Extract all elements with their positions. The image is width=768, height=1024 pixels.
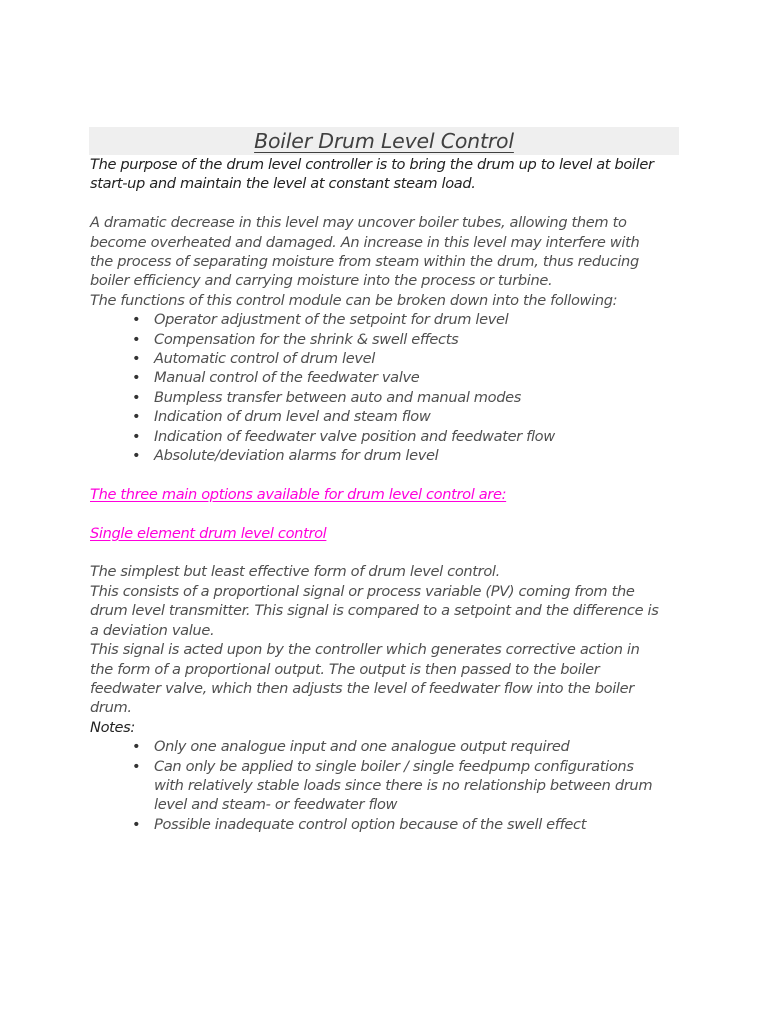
body-line: the process of separating moisture from steam within the drum, thus reducing	[90, 253, 639, 271]
list-item-text: level and steam- or feedwater flow	[154, 796, 398, 814]
list-item	[90, 368, 682, 387]
bullet-icon: •	[132, 408, 141, 426]
bullet-icon: •	[132, 757, 141, 775]
body-line: This signal is acted upon by the controller which generates corrective action in	[90, 641, 640, 659]
body-line: a deviation value.	[90, 621, 215, 639]
bullet-icon: •	[132, 330, 141, 348]
bullet-icon: •	[132, 350, 141, 368]
bullet-icon: •	[132, 388, 141, 406]
list-item	[90, 407, 682, 426]
bullet-icon: •	[132, 815, 141, 833]
document-title: Boiler Drum Level Control	[254, 129, 514, 153]
list-item-continuation	[90, 776, 682, 795]
bullet-icon: •	[132, 311, 141, 329]
notes-label: Notes:	[90, 718, 135, 736]
list-item-text: Indication of drum level and steam flow	[154, 408, 431, 426]
list-item	[90, 737, 682, 756]
bullet-icon: •	[132, 447, 141, 465]
body-line: A dramatic decrease in this level may uncover boiler tubes, allowing them to	[90, 214, 627, 232]
body-line: The simplest but least effective form of drum level control.	[90, 563, 500, 581]
list-item-text: Absolute/deviation alarms for drum level	[154, 447, 439, 465]
intro-line: start-up and maintain the level at constant steam load.	[90, 175, 476, 193]
options-heading: The three main options available for drum level control are:	[90, 485, 507, 503]
list-item	[90, 310, 682, 329]
intro-line: The purpose of the drum level controller is to bring the drum up to level at boiler	[90, 156, 654, 173]
body-line: drum level transmitter. This signal is compared to a setpoint and the difference is	[90, 602, 659, 620]
body-line: The functions of this control module can be broken down into the following:	[90, 291, 618, 309]
body-line: feedwater valve, which then adjusts the level of feedwater flow into the boiler	[90, 679, 634, 697]
list-item	[90, 427, 682, 446]
bullet-icon: •	[132, 738, 141, 756]
list-item-text: Can only be applied to single boiler / single feedpump configurations	[154, 757, 634, 775]
list-item-text: Possible inadequate control option because of the swell effect	[154, 815, 587, 833]
list-item-continuation	[90, 795, 682, 814]
bullet-icon: •	[132, 369, 141, 387]
notes-list	[90, 737, 682, 834]
list-item	[90, 757, 682, 776]
body-line: become overheated and damaged. An increase in this level may interfere with	[90, 233, 640, 251]
list-item-text: Indication of feedwater valve position and feedwater flow	[154, 427, 555, 445]
list-item	[90, 349, 682, 368]
bullet-icon: •	[132, 427, 141, 445]
body-line: This consists of a proportional signal or process variable (PV) coming from the	[90, 582, 635, 600]
list-item	[90, 388, 682, 407]
body-line: drum.	[90, 699, 132, 717]
functions-list	[90, 310, 682, 465]
body-line: boiler efficiency and carrying moisture into the process or turbine.	[90, 272, 553, 290]
list-item	[90, 330, 682, 349]
list-item	[90, 815, 682, 834]
body-line: the form of a proportional output. The output is then passed to the boiler	[90, 660, 600, 678]
list-item-text: Only one analogue input and one analogue output required	[154, 738, 570, 756]
list-item-text: Compensation for the shrink & swell effects	[154, 330, 459, 348]
title-bar	[89, 127, 679, 155]
document-page	[90, 127, 682, 834]
list-item-text: with relatively stable loads since there is no relationship between drum	[154, 776, 653, 794]
single-element-heading: Single element drum level control	[90, 524, 327, 542]
list-item-text: Automatic control of drum level	[154, 350, 375, 368]
list-item-text: Manual control of the feedwater valve	[154, 369, 420, 387]
list-item-text: Bumpless transfer between auto and manual modes	[154, 388, 522, 406]
list-item	[90, 446, 682, 465]
list-item-text: Operator adjustment of the setpoint for drum level	[154, 311, 509, 329]
